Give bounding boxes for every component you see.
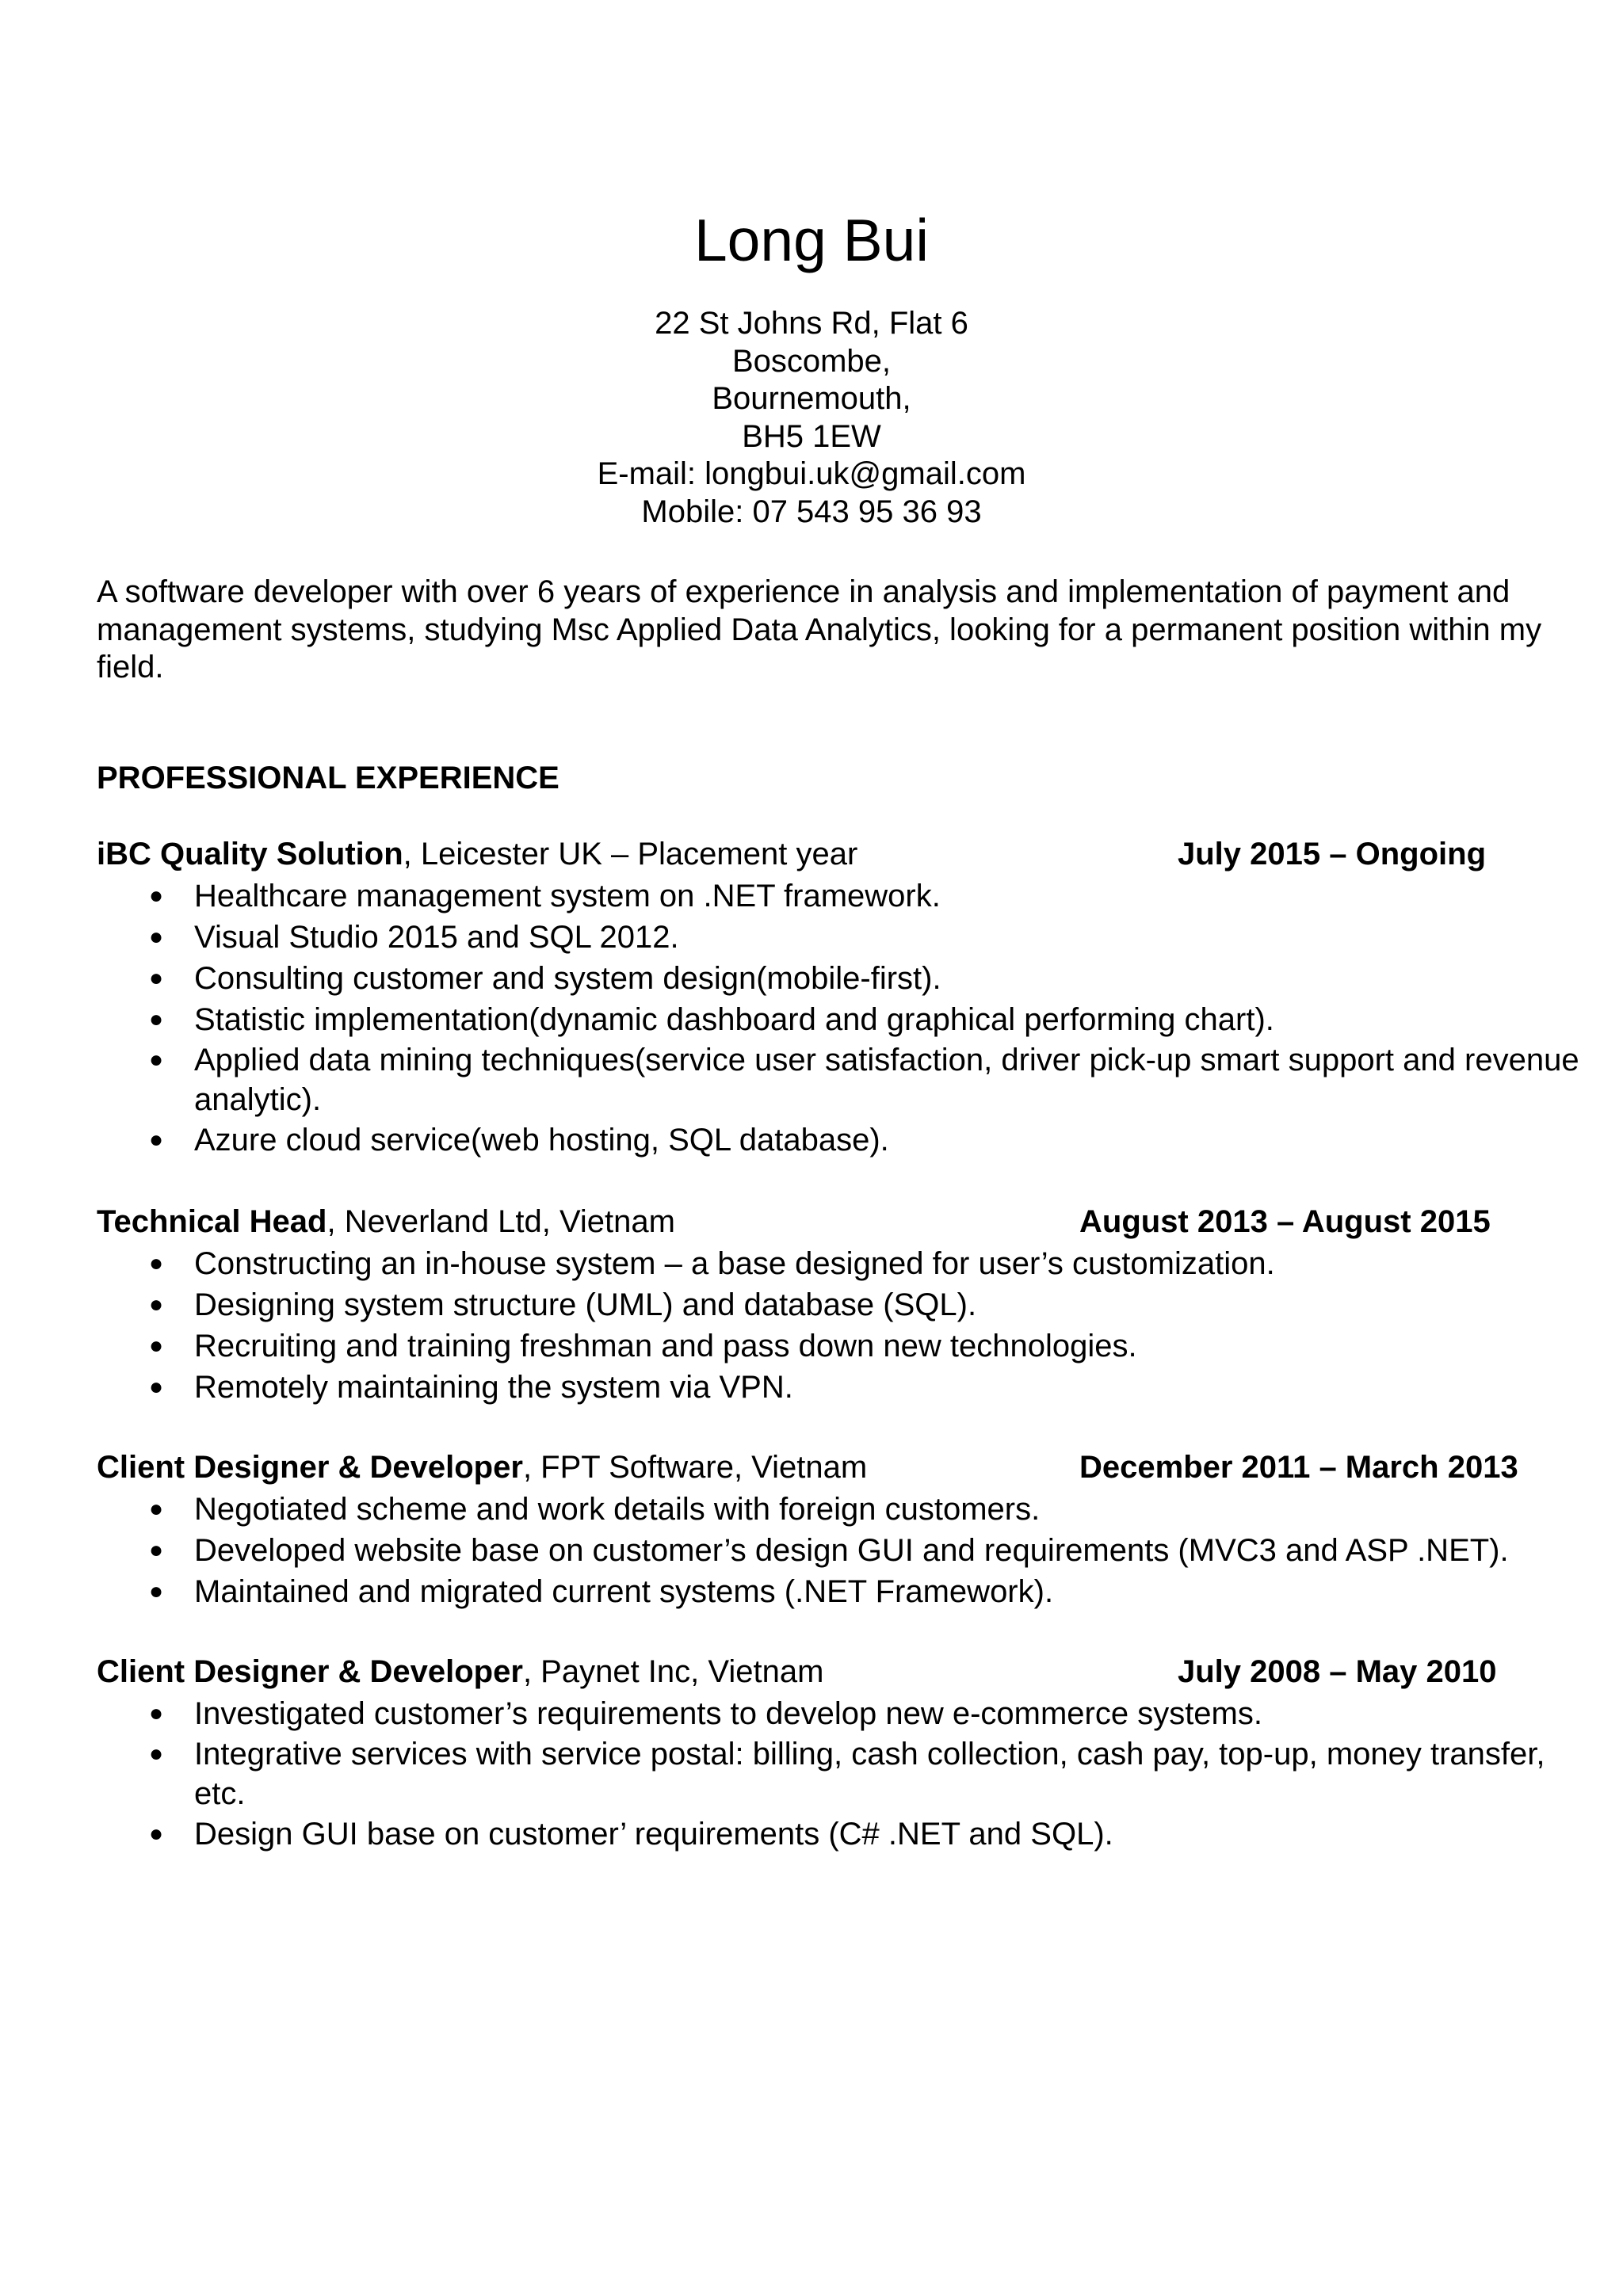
job-bullet-text: Healthcare management system on .NET framework. (194, 879, 941, 913)
bullet-icon: ● (149, 1537, 164, 1563)
job-bullet (97, 1489, 1587, 1530)
job-bullet-text: Integrative services with service postal: billing, cash collection, cash pay, top-up, money transfer, etc. (194, 1737, 1545, 1811)
job-company: , FPT Software, Vietnam (522, 1450, 868, 1485)
job-entry (97, 835, 1587, 1161)
bullet-icon: ● (149, 1821, 164, 1847)
section-heading-experience: PROFESSIONAL EXPERIENCE (97, 761, 559, 795)
job-bullet-text: Developed website base on customer’s design GUI and requirements (MVC3 and ASP .NET). (194, 1533, 1509, 1568)
job-entry (97, 1653, 1587, 1855)
job-header (97, 1448, 1587, 1486)
job-bullet-text: Statistic implementation(dynamic dashboard and graphical performing chart). (194, 1002, 1274, 1037)
job-bullet (97, 1243, 1587, 1284)
job-dates: August 2013 – August 2015 (1079, 1204, 1491, 1239)
job-bullet-text: Negotiated scheme and work details with foreign customers. (194, 1492, 1041, 1527)
job-bullet (97, 958, 1587, 999)
bullet-icon: ● (149, 1374, 164, 1400)
job-bullet (97, 1530, 1587, 1571)
bullet-icon: ● (149, 1578, 164, 1604)
email-line: E-mail: longbui.uk@gmail.com (597, 456, 1026, 491)
job-bullet (97, 1040, 1587, 1119)
job-bullet-text: Applied data mining techniques(service user satisfaction, driver pick-up smart support and revenue analytic). (194, 1043, 1579, 1117)
job-role: Client Designer & Developer (97, 1654, 523, 1689)
job-bullet (97, 1284, 1587, 1325)
job-company: , Leicester UK – Placement year (403, 837, 858, 871)
job-header (97, 835, 1587, 873)
job-entry (97, 1448, 1587, 1612)
job-bullet-list (97, 1489, 1587, 1612)
bullet-icon: ● (149, 1127, 164, 1153)
job-bullet (97, 875, 1587, 917)
job-company: , Paynet Inc, Vietnam (522, 1654, 824, 1689)
job-header (97, 1203, 1587, 1241)
job-bullet-list (97, 1243, 1587, 1408)
job-entry (97, 1203, 1587, 1408)
job-bullet-text: Recruiting and training freshman and pass down new technologies. (194, 1329, 1137, 1363)
candidate-name: Long Bui (693, 207, 930, 273)
job-bullet (97, 999, 1587, 1040)
bullet-icon: ● (149, 1047, 164, 1073)
job-bullet-text: Visual Studio 2015 and SQL 2012. (194, 920, 679, 955)
bullet-icon: ● (149, 1700, 164, 1726)
bullet-icon: ● (149, 1291, 164, 1318)
bullet-icon: ● (149, 1496, 164, 1522)
job-dates: December 2011 – March 2013 (1079, 1450, 1518, 1485)
address-line: 22 St Johns Rd, Flat 6 (655, 306, 968, 341)
job-bullet (97, 917, 1587, 958)
job-bullet (97, 1814, 1587, 1855)
contact-block (0, 305, 1623, 531)
mobile-line: Mobile: 07 543 95 36 93 (641, 494, 982, 529)
job-bullet (97, 1693, 1587, 1734)
job-bullet-text: Consulting customer and system design(mobile-first). (194, 961, 941, 996)
address-line: Boscombe, (731, 343, 892, 379)
job-bullet (97, 1325, 1587, 1367)
job-bullet-text: Investigated customer’s requirements to develop new e-commerce systems. (194, 1696, 1262, 1731)
bullet-icon: ● (149, 924, 164, 950)
job-bullet-text: Design GUI base on customer’ requirements (C# .NET and SQL). (194, 1817, 1113, 1852)
job-dates: July 2015 – Ongoing (1178, 837, 1487, 871)
job-bullet-text: Designing system structure (UML) and database (SQL). (194, 1287, 977, 1322)
job-bullet-text: Constructing an in-house system – a base designed for user’s customization. (194, 1246, 1275, 1281)
job-role: iBC Quality Solution (97, 837, 403, 871)
job-bullet-list (97, 875, 1587, 1161)
profile-summary: A software developer with over 6 years of experience in analysis and implementation of payment and management systems, studying Msc Applied Data Analytics, looking for a permanent position within my field. (97, 574, 1542, 685)
job-company: , Neverland Ltd, Vietnam (327, 1204, 675, 1239)
job-header (97, 1653, 1587, 1691)
job-role: Client Designer & Developer (97, 1450, 523, 1485)
bullet-icon: ● (149, 883, 164, 909)
address-line: Bournemouth, (712, 381, 911, 416)
job-bullet-list (97, 1693, 1587, 1855)
job-bullet (97, 1571, 1587, 1612)
job-bullet-text: Maintained and migrated current systems (.NET Framework). (194, 1574, 1054, 1609)
job-bullet (97, 1367, 1587, 1408)
bullet-icon: ● (149, 1006, 164, 1032)
job-bullet-text: Remotely maintaining the system via VPN. (194, 1370, 793, 1405)
job-role: Technical Head (97, 1204, 327, 1239)
bullet-icon: ● (149, 1250, 164, 1276)
bullet-icon: ● (149, 965, 164, 991)
job-bullet (97, 1119, 1587, 1161)
bullet-icon: ● (149, 1333, 164, 1359)
bullet-icon: ● (149, 1741, 164, 1767)
job-bullet-text: Azure cloud service(web hosting, SQL database). (194, 1123, 889, 1158)
address-line: BH5 1EW (742, 418, 881, 454)
job-dates: July 2008 – May 2010 (1178, 1654, 1497, 1689)
job-bullet (97, 1734, 1587, 1814)
